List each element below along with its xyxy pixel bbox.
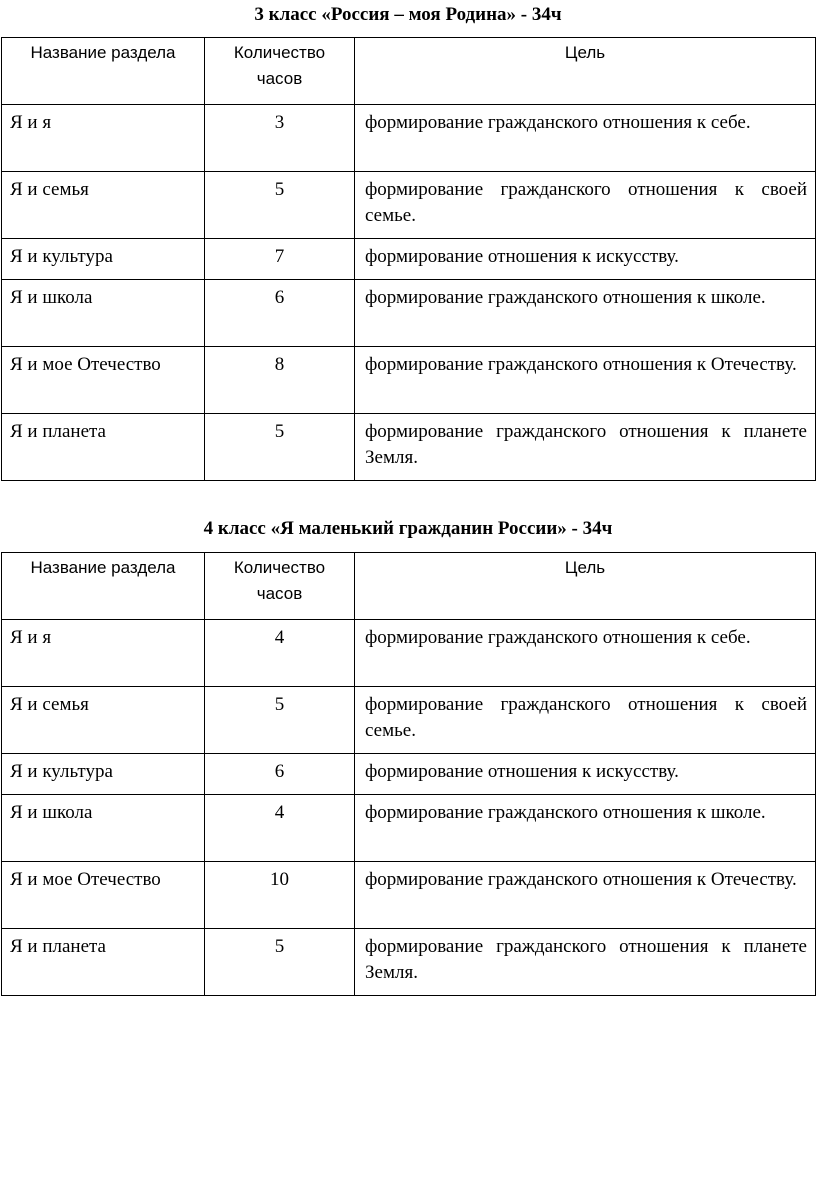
hours-value: 5 [274, 936, 285, 957]
section-name: Я и культура [10, 246, 113, 267]
header-section-label: Название раздела [30, 558, 176, 577]
section-name: Я и я [10, 112, 52, 133]
table-row [2, 172, 816, 239]
table-row [2, 754, 816, 795]
goal-text: формирование гражданского отношения к планете Земля. [365, 421, 807, 468]
hours-value: 8 [274, 354, 285, 375]
header-hours-label: Количество часов [233, 43, 326, 88]
section-name: Я и планета [10, 936, 106, 957]
hours-value: 6 [274, 761, 285, 782]
table-header-row [2, 553, 816, 620]
hours-value: 3 [274, 112, 285, 133]
header-section-label: Название раздела [30, 43, 176, 62]
header-goal-label: Цель [564, 43, 606, 62]
table-row [2, 414, 816, 481]
hours-value: 5 [274, 179, 285, 200]
grade4-plan-table [1, 552, 816, 996]
hours-value: 6 [274, 287, 285, 308]
table-row [2, 929, 816, 996]
goal-text: формирование гражданского отношения к себе. [365, 627, 751, 648]
section-name: Я и школа [10, 287, 93, 308]
section-name: Я и я [10, 627, 52, 648]
table-row [2, 105, 816, 172]
hours-value: 7 [274, 246, 285, 267]
section-name: Я и мое Отечество [10, 354, 161, 375]
table-row [2, 280, 816, 347]
hours-value: 4 [274, 802, 285, 823]
header-hours-cell [205, 553, 355, 620]
goal-text: формирование отношения к искусству. [365, 761, 679, 782]
section-name: Я и семья [10, 694, 89, 715]
header-section-cell [2, 38, 205, 105]
goal-text: формирование гражданского отношения к себе. [365, 112, 751, 133]
goal-text: формирование гражданского отношения к планете Земля. [365, 936, 807, 983]
table-row [2, 239, 816, 280]
header-hours-cell [205, 38, 355, 105]
goal-text: формирование гражданского отношения к своей семье. [365, 694, 807, 741]
table-row [2, 862, 816, 929]
table-header-row [2, 38, 816, 105]
header-goal-cell [355, 553, 816, 620]
section-name: Я и планета [10, 421, 106, 442]
goal-text: формирование отношения к искусству. [365, 246, 679, 267]
section-name: Я и семья [10, 179, 89, 200]
table-row [2, 687, 816, 754]
grade3-title: 3 класс «Россия – моя Родина» - 34ч [254, 4, 562, 25]
goal-text: формирование гражданского отношения к Отечеству. [365, 869, 797, 890]
goal-text: формирование гражданского отношения к школе. [365, 802, 766, 823]
header-goal-cell [355, 38, 816, 105]
hours-value: 4 [274, 627, 285, 648]
header-goal-label: Цель [564, 558, 606, 577]
header-section-cell [2, 553, 205, 620]
section-name: Я и мое Отечество [10, 869, 161, 890]
hours-value: 5 [274, 694, 285, 715]
section-name: Я и культура [10, 761, 113, 782]
table-row [2, 347, 816, 414]
table-row [2, 795, 816, 862]
hours-value: 10 [270, 869, 289, 890]
grade4-title: 4 класс «Я маленький гражданин России» - 34ч [203, 518, 613, 539]
hours-value: 5 [274, 421, 285, 442]
header-hours-label: Количество часов [233, 558, 326, 603]
grade3-plan-table [1, 37, 816, 481]
section-name: Я и школа [10, 802, 93, 823]
goal-text: формирование гражданского отношения к школе. [365, 287, 766, 308]
goal-text: формирование гражданского отношения к Отечеству. [365, 354, 797, 375]
goal-text: формирование гражданского отношения к своей семье. [365, 179, 807, 226]
table-row [2, 620, 816, 687]
